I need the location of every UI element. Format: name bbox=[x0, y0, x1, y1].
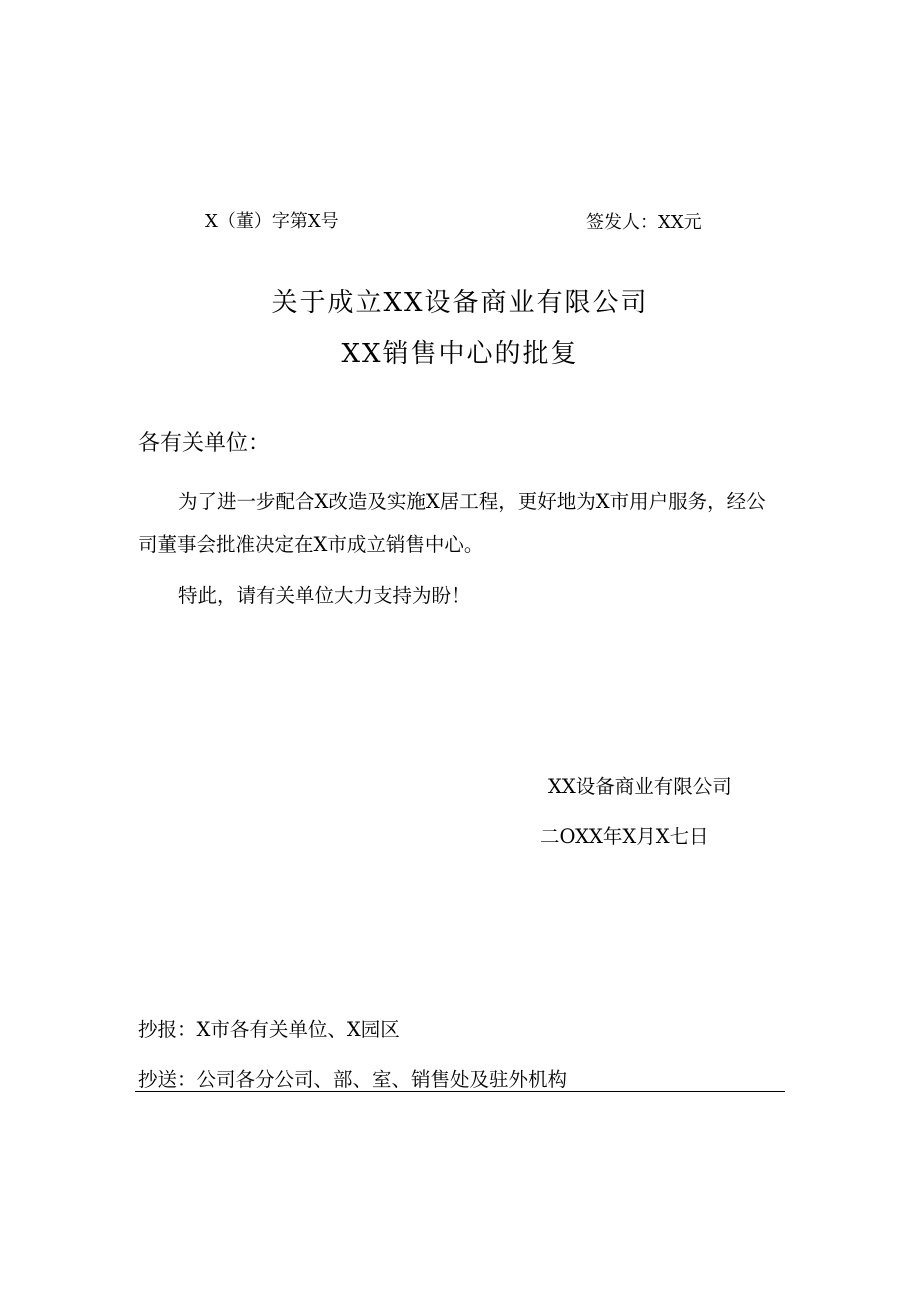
document-number: X（董）字第X号 bbox=[205, 211, 339, 232]
report-to-line: 抄报：X市各有关单位、X园区 bbox=[138, 1018, 400, 1041]
signature-organization: XX设备商业有限公司 bbox=[548, 775, 732, 798]
body-paragraph-1: 为了进一步配合X改造及实施X居工程，更好地为X市用户服务，经公司董事会批准决定在X市成立销售中心。 bbox=[138, 490, 766, 556]
document-title-line-2: XX销售中心的批复 bbox=[341, 339, 579, 369]
signature-date: 二OXX年X月X七日 bbox=[540, 825, 709, 848]
body-paragraph-2: 特此，请有关单位大力支持为盼！ bbox=[178, 584, 471, 607]
salutation: 各有关单位： bbox=[138, 431, 271, 456]
send-to-line: 抄送：公司各分公司、部、室、销售处及驻外机构 bbox=[138, 1068, 568, 1091]
issuer-label: 签发人：XX元 bbox=[586, 212, 702, 233]
bottom-divider bbox=[135, 1091, 785, 1092]
document-title-line-1: 关于成立XX设备商业有限公司 bbox=[271, 288, 649, 318]
